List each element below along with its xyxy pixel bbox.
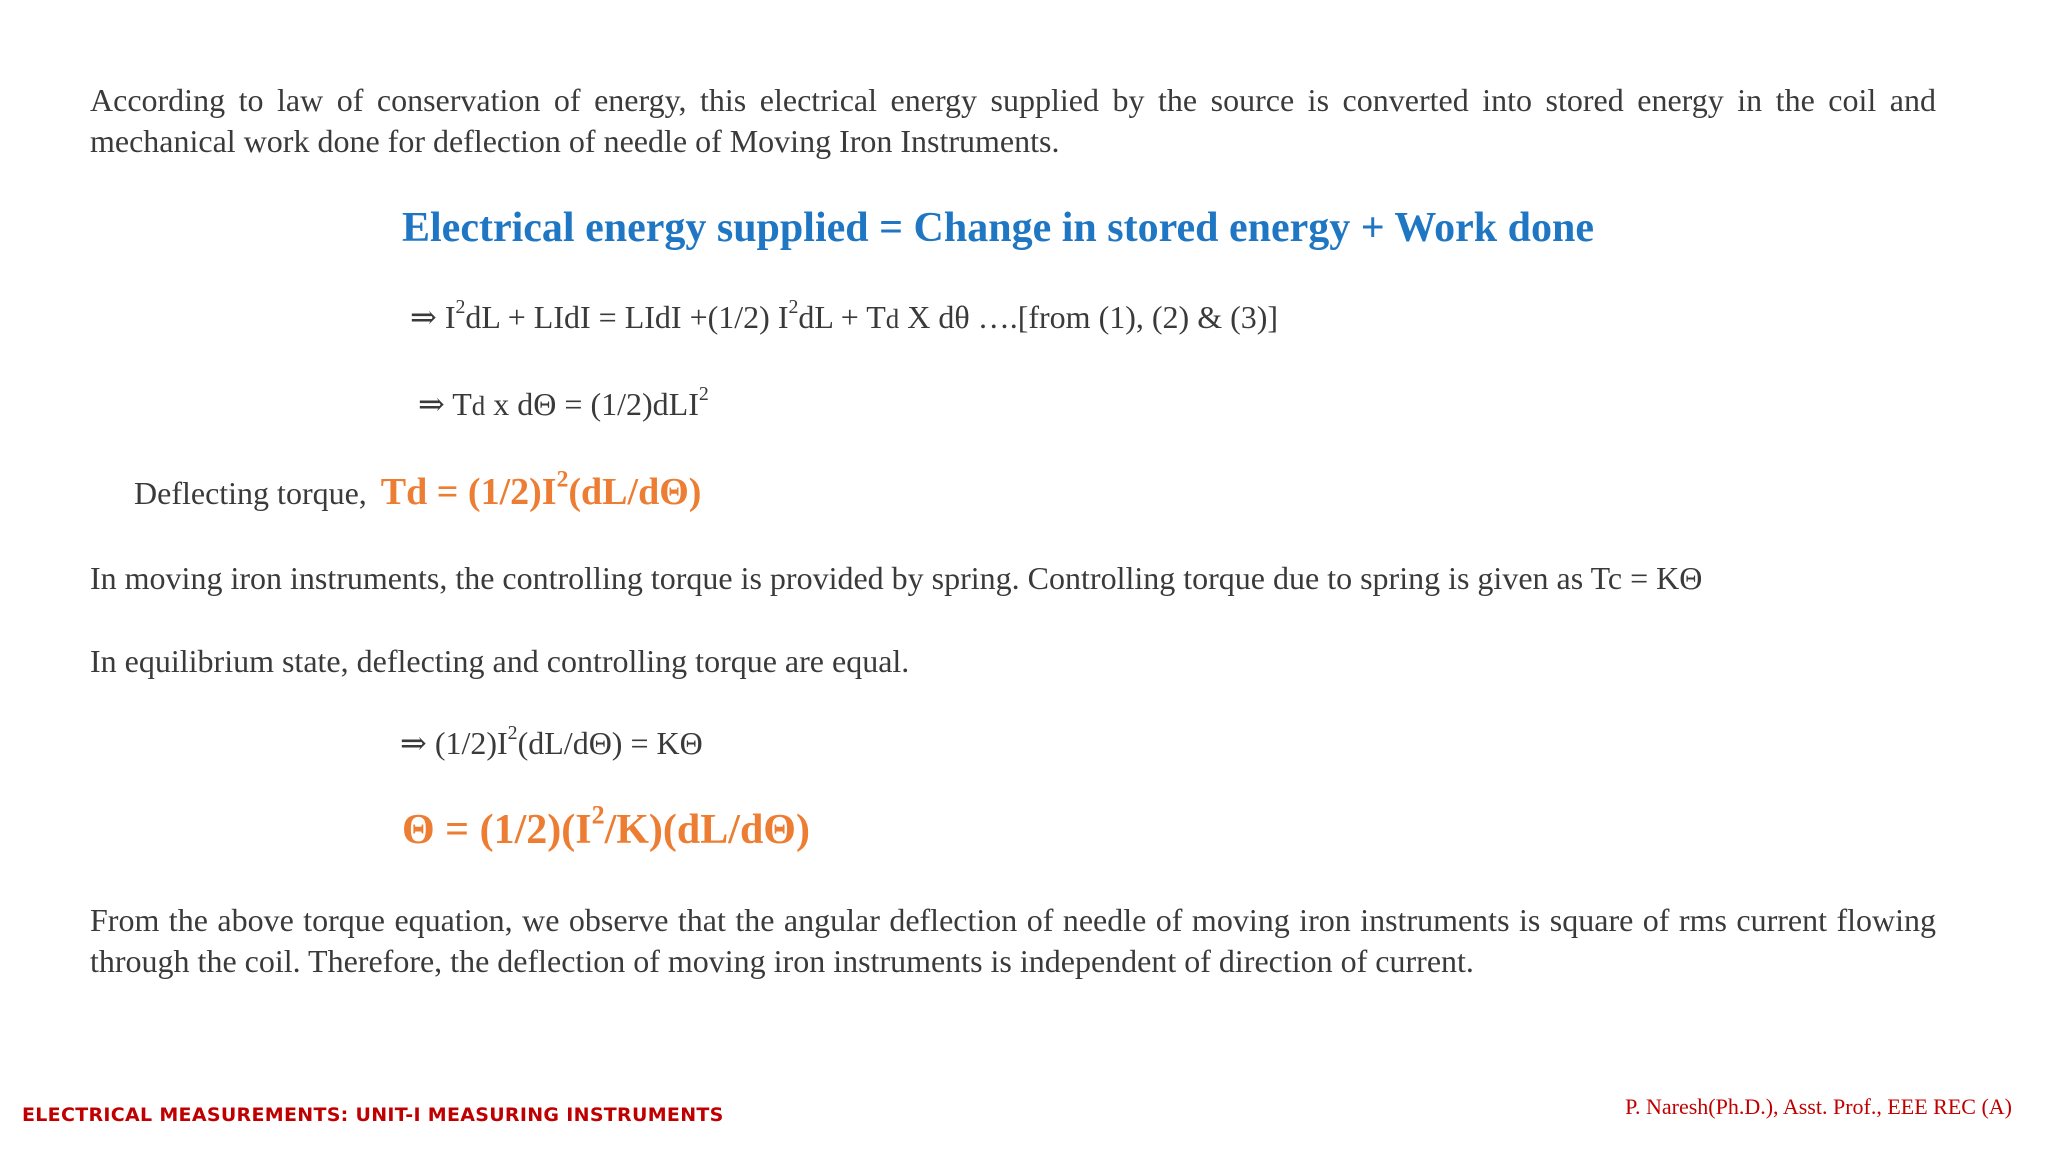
eq2-part: x dΘ = (1/2)dLI	[485, 386, 699, 422]
theta-part: /K)(dL/dΘ)	[604, 807, 810, 853]
intro-paragraph: According to law of conservation of energy, this electrical energy supplied by the source is converted into stored energy in the coil and mechanical work done for deflection of needle of Moving Iron Instruments.	[90, 82, 1936, 159]
td-sup: 2	[556, 466, 569, 493]
eq1-part: dL + T	[798, 299, 886, 335]
eq1-part: dL + LIdI = LIdI +(1/2) I	[465, 299, 789, 335]
eq2-sub: d	[471, 391, 486, 421]
energy-balance-heading: Electrical energy supplied = Change in stored energy + Work done	[402, 205, 1594, 251]
equilibrium-paragraph: In equilibrium state, deflecting and controlling torque are equal.	[90, 643, 910, 679]
deflecting-torque-line	[134, 466, 702, 514]
eq1-part: ⇒ I	[410, 299, 456, 335]
deflecting-torque-label: Deflecting torque,	[134, 475, 367, 511]
eq1-sup: 2	[455, 296, 466, 319]
equilibrium-equation	[400, 724, 703, 762]
theta-part: Θ = (1/2)(I	[402, 807, 592, 853]
deflecting-torque-formula	[380, 466, 702, 513]
course-footer: ELECTRICAL MEASUREMENTS: UNIT-I MEASURING INSTRUMENTS	[22, 1104, 724, 1126]
eq2-part: ⇒ T	[418, 386, 472, 422]
author-footer: P. Naresh(Ph.D.), Asst. Prof., EEE REC (A)	[1625, 1094, 2012, 1119]
conclusion-paragraph: From the above torque equation, we observe that the angular deflection of needle of moving iron instruments is square of rms current flowing through the coil. Therefore, the deflection of moving iron instruments is independent of direction of current.	[90, 902, 1936, 979]
controlling-torque-paragraph: In moving iron instruments, the controlling torque is provided by spring. Controlling torque due to spring is given as Tc = KΘ	[90, 560, 1703, 596]
eq3-part: ⇒ (1/2)I	[400, 725, 508, 761]
eq1-sub: d	[885, 304, 900, 334]
td-part: Td = (1/2)I	[380, 471, 557, 513]
td-part: (dL/dΘ)	[568, 471, 702, 513]
eq2-sup: 2	[698, 383, 709, 406]
energy-equation	[410, 298, 1278, 336]
deflection-angle-formula	[402, 800, 810, 854]
torque-work-equation	[418, 385, 709, 423]
theta-sup: 2	[591, 800, 605, 830]
eq3-sup: 2	[507, 722, 518, 745]
eq3-part: (dL/dΘ) = KΘ	[517, 725, 703, 761]
eq1-sup: 2	[788, 296, 799, 319]
eq1-part: X dθ ….[from (1), (2) & (3)]	[899, 299, 1279, 335]
